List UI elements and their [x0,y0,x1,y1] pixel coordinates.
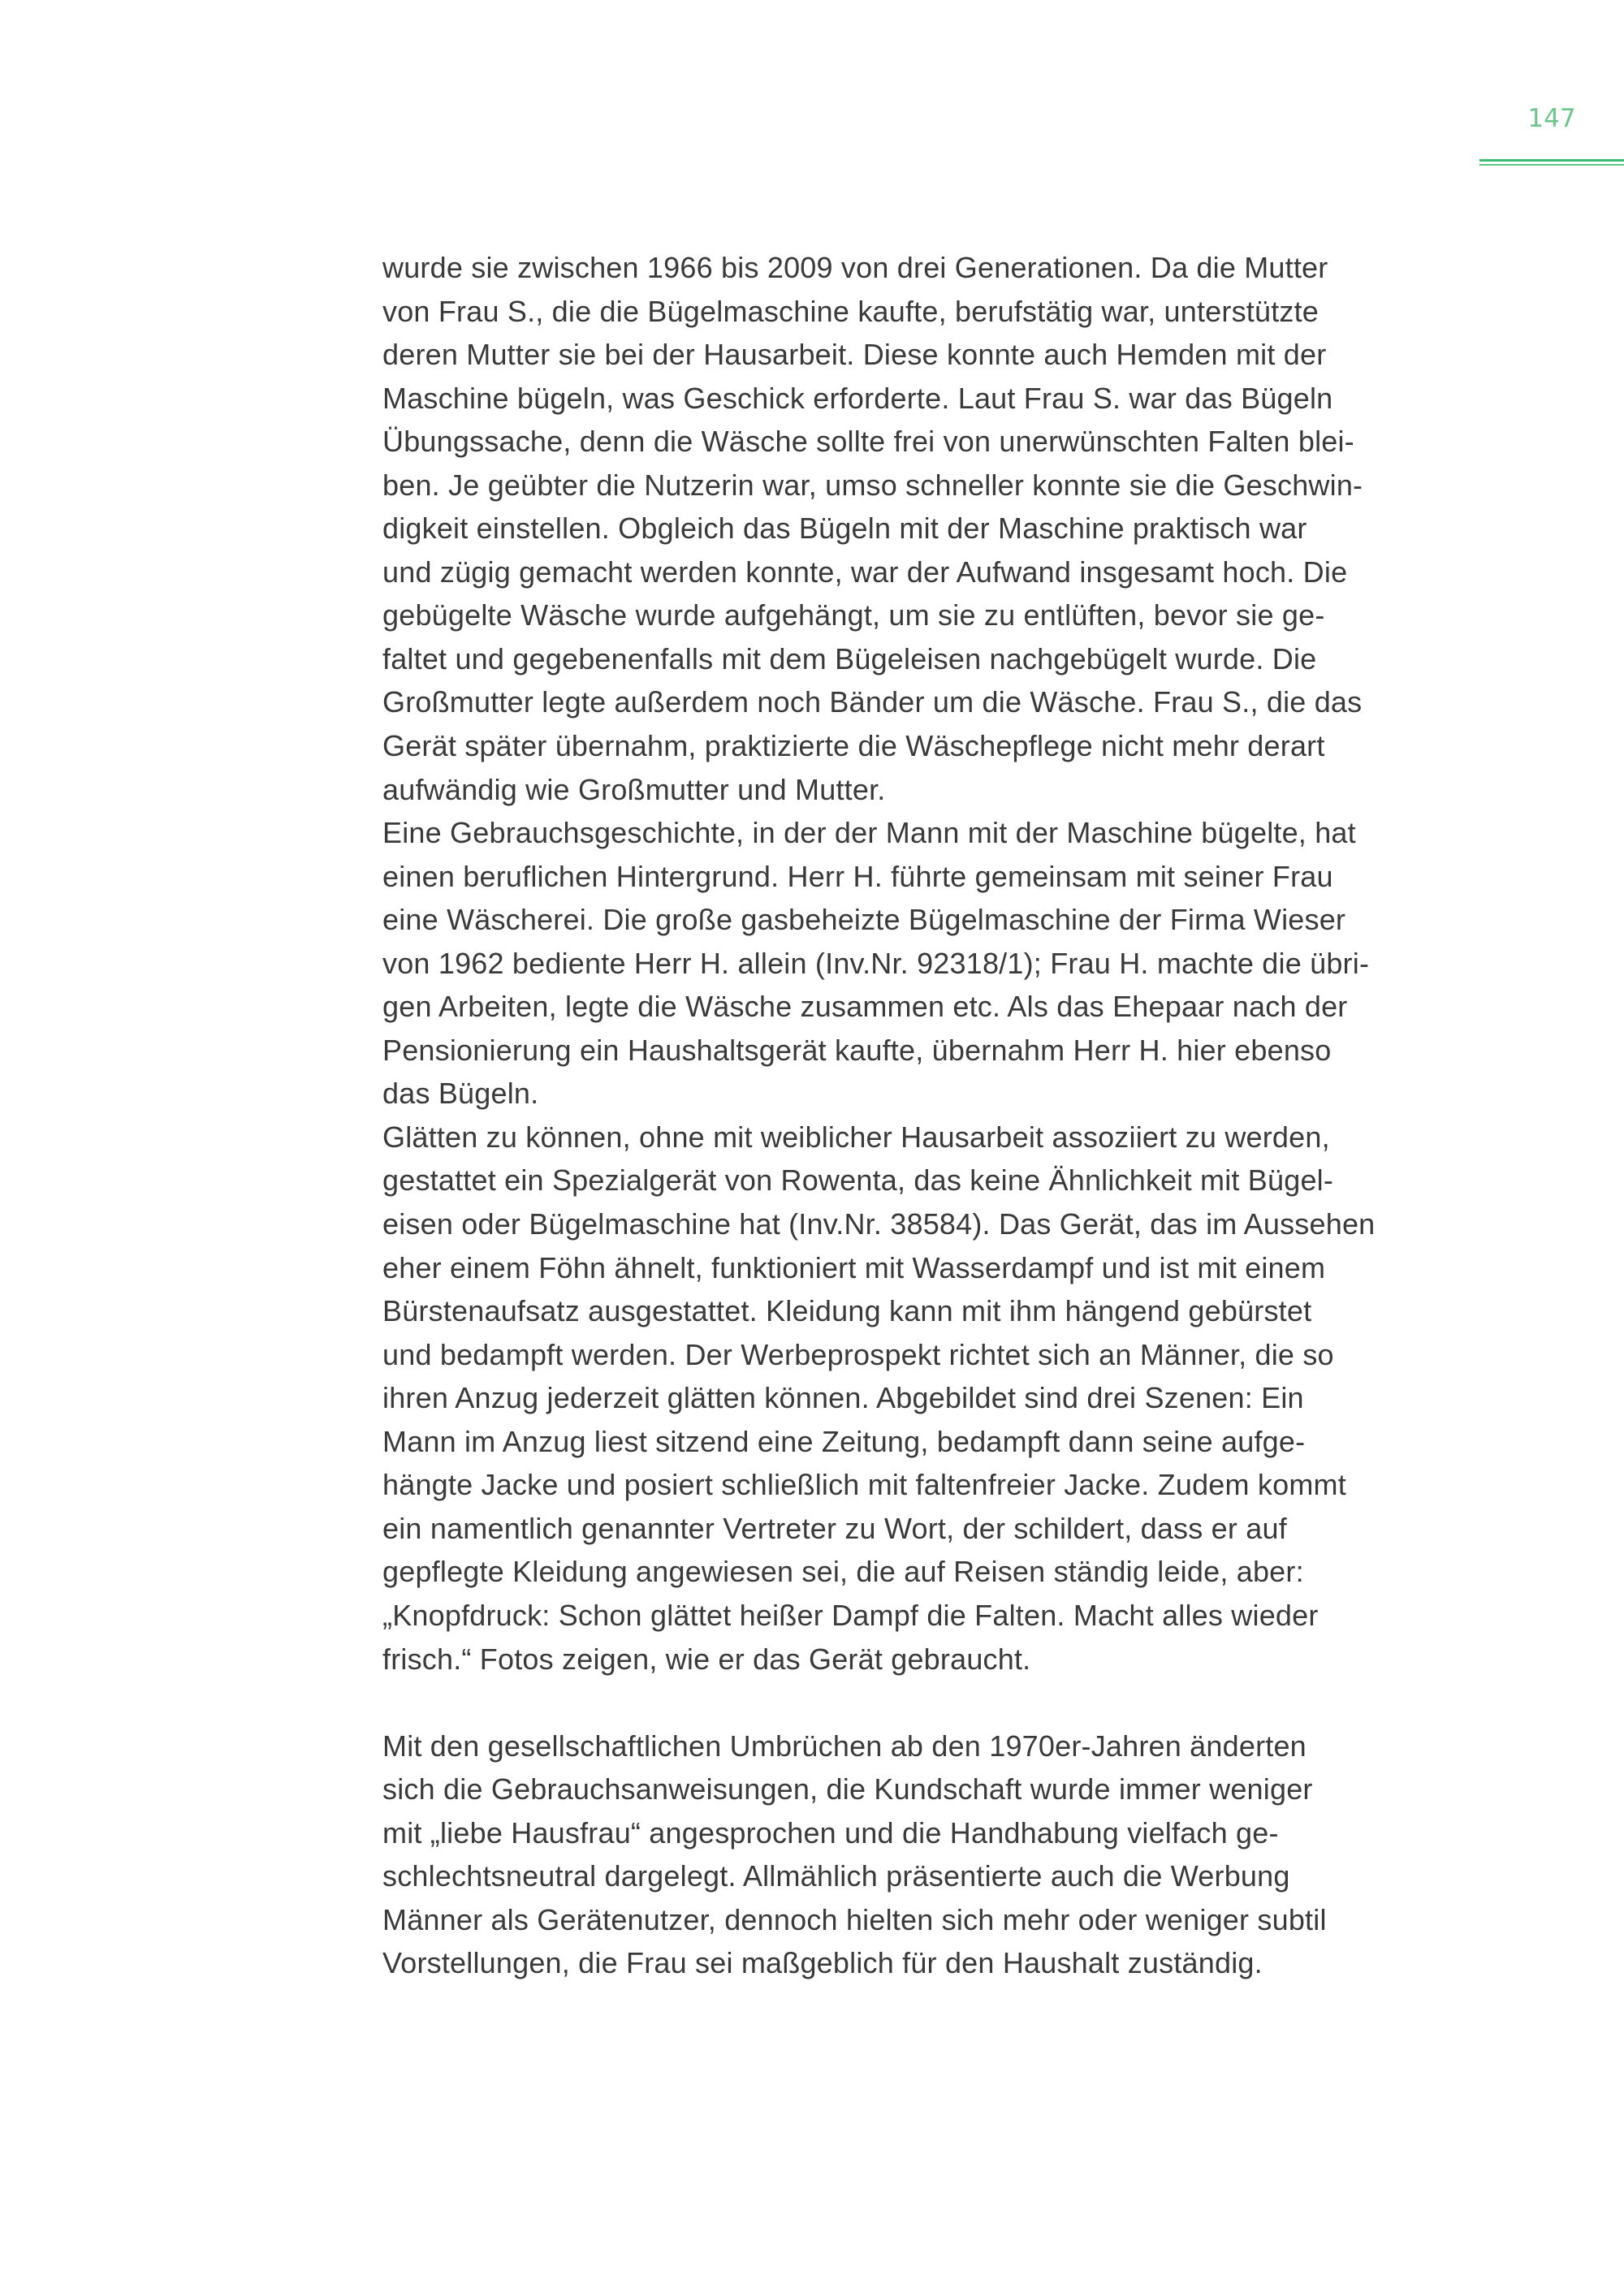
text-line: gepflegte Kleidung angewiesen sei, die auf Reisen ständig leide, aber: [382,1555,1304,1589]
text-line: ihren Anzug jederzeit glätten können. Abgebildet sind drei Szenen: Ein [382,1381,1304,1415]
text-line: eher einem Föhn ähnelt, funktioniert mit Wasserdampf und ist mit einem [382,1250,1326,1284]
text-line: faltet und gegebenenfalls mit dem Bügeleisen nachgebügelt wurde. Die [382,641,1317,676]
header-rule-secondary [1479,164,1624,166]
text-line: Maschine bügeln, was Geschick erforderte. Laut Frau S. war das Bügeln [382,381,1333,415]
text-line: von Frau S., die die Bügelmaschine kaufte, berufstätig war, unterstützte [382,294,1320,328]
text-line: deren Mutter sie bei der Hausarbeit. Diese konnte auch Hemden mit der [382,338,1327,372]
text-line: ben. Je geübter die Nutzerin war, umso schneller konnte sie die Geschwin- [382,468,1363,502]
text-line: das Bügeln. [382,1077,539,1111]
page-number: 147 [1527,104,1576,133]
text-line: digkeit einstellen. Obgleich das Bügeln mit der Maschine praktisch war [382,511,1307,546]
text-line: schlechtsneutral dargelegt. Allmählich präsentierte auch die Werbung [382,1859,1290,1893]
text-line: einen beruflichen Hintergrund. Herr H. führte gemeinsam mit seiner Frau [382,859,1333,893]
text-line: Großmutter legte außerdem noch Bänder um die Wäsche. Frau S., die das [382,685,1363,719]
text-line: Mit den gesellschaftlichen Umbrüchen ab den 1970er-Jahren änderten [382,1729,1307,1763]
text-line: Vorstellungen, die Frau sei maßgeblich für den Haushalt zuständig. [382,1946,1263,1980]
paragraph-gap [382,1681,1487,1724]
text-line: ein namentlich genannter Vertreter zu Wort, der schildert, dass er auf [382,1511,1287,1545]
text-line: Männer als Gerätenutzer, dennoch hielten sich mehr oder weniger subtil [382,1902,1327,1936]
text-line: Glätten zu können, ohne mit weiblicher Hausarbeit assoziiert zu werden, [382,1120,1330,1154]
header-rule [1479,159,1624,162]
text-line: frisch.“ Fotos zeigen, wie er das Gerät gebraucht. [382,1642,1031,1676]
text-line: „Knopfdruck: Schon glättet heißer Dampf die Falten. Macht alles wieder [382,1598,1319,1632]
text-line: wurde sie zwischen 1966 bis 2009 von drei Generationen. Da die Mutter [382,251,1328,284]
text-line: mit „liebe Hausfrau“ angesprochen und die Handhabung vielfach ge- [382,1815,1279,1850]
text-line: von 1962 bediente Herr H. allein (Inv.Nr. 92318/1); Frau H. machte die übri- [382,946,1370,980]
text-line: Übungssache, denn die Wäsche sollte frei von unerwünschten Falten blei- [382,425,1354,459]
text-line: und bedampft werden. Der Werbeprospekt richtet sich an Männer, die so [382,1337,1334,1371]
text-line: Mann im Anzug liest sitzend eine Zeitung, bedampft dann seine aufge- [382,1424,1306,1458]
text-line: eine Wäscherei. Die große gasbeheizte Bügelmaschine der Firma Wieser [382,903,1346,937]
paragraph-2 [382,1724,1487,1985]
body-text [382,246,1487,1985]
text-line: eisen oder Bügelmaschine hat (Inv.Nr. 38584). Das Gerät, das im Aussehen [382,1207,1376,1241]
text-line: gestattet ein Spezialgerät von Rowenta, das keine Ähnlichkeit mit Bügel- [382,1163,1334,1198]
text-line: sich die Gebrauchsanweisungen, die Kundschaft wurde immer weniger [382,1772,1313,1806]
text-line: Eine Gebrauchsgeschichte, in der der Mann mit der Maschine bügelte, hat [382,816,1356,850]
text-line: und zügig gemacht werden konnte, war der Aufwand insgesamt hoch. Die [382,555,1348,589]
text-line: Pensionierung ein Haushaltsgerät kaufte, übernahm Herr H. hier ebenso [382,1033,1332,1067]
text-line: Bürstenaufsatz ausgestattet. Kleidung kann mit ihm hängend gebürstet [382,1294,1312,1328]
text-line: gen Arbeiten, legte die Wäsche zusammen etc. Als das Ehepaar nach der [382,990,1348,1024]
text-line: aufwändig wie Großmutter und Mutter. [382,772,886,806]
paragraph-1 [382,246,1487,1681]
text-line: gebügelte Wäsche wurde aufgehängt, um sie zu entlüften, bevor sie ge- [382,598,1325,632]
text-line: hängte Jacke und posiert schließlich mit faltenfreier Jacke. Zudem kommt [382,1468,1346,1502]
text-line: Gerät später übernahm, praktizierte die Wäschepflege nicht mehr derart [382,729,1325,763]
